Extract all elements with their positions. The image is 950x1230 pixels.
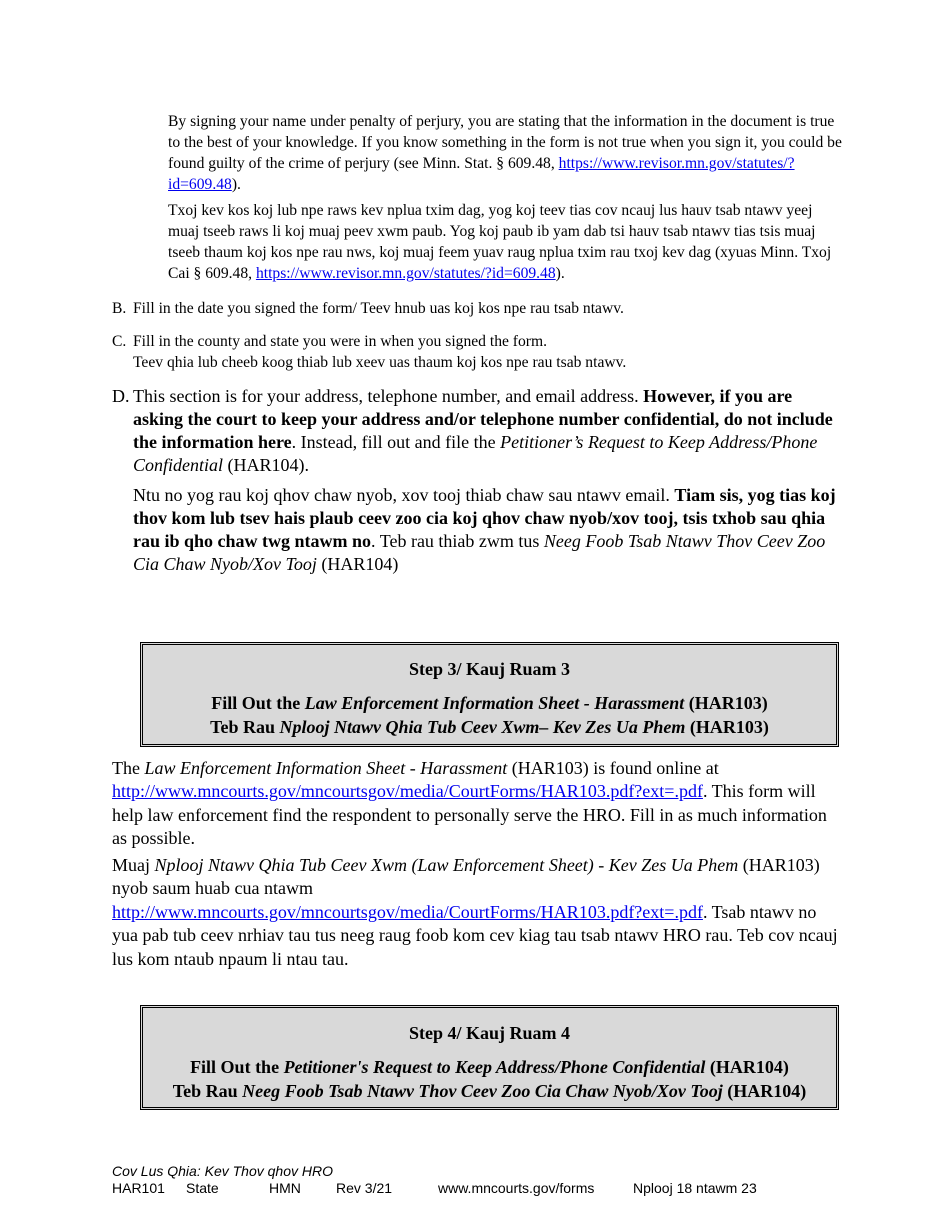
step4-box	[140, 1005, 839, 1110]
footer-website: www.mncourts.gov/forms	[438, 1180, 595, 1196]
instruction-item-c: C. Fill in the county and state you were in when you signed the form. Teev qhia lub cheeb koog thiab lub xeev uas thaum koj kos npe rau tsab ntawv.	[112, 333, 627, 371]
footer-revision: Rev 3/21	[336, 1180, 393, 1196]
page-footer	[112, 1163, 812, 1203]
step4-line-hmn: Teb Rau Neeg Foob Tsab Ntawv Thov Ceev Zoo Cia Chaw Nyob/Xov Tooj (HAR104)	[172, 1081, 807, 1101]
item-label: D.	[112, 386, 130, 406]
step3-box	[140, 642, 839, 747]
step3-body-hmn: Muaj Nplooj Ntawv Qhia Tub Ceev Xwm (Law Enforcement Sheet) - Kev Zes Ua Phem (HAR103) nyob saum huab cua ntawm http://www.mncourts.gov/mncourtsgov/media/CourtForms/HAR103.pdf?ext=.pdf. Tsab ntawv no yua pab tub ceev nrhiav tau tus neeg raug foob kom cev kiag tau tsab ntawv HRO rau. Teb cov ncauj lus kom ntaub npaum li ntau tau.	[112, 855, 838, 969]
revisor-link-hmn[interactable]: https://www.revisor.mn.gov/statutes/?id=609.48	[255, 265, 556, 282]
step3-line-hmn: Teb Rau Nplooj Ntawv Qhia Tub Ceev Xwm– Kev Zes Ua Phem (HAR103)	[210, 717, 769, 737]
item-d-en: This section is for your address, telephone number, and email address. However, if you are asking the court to keep your address and/or telephone number confidential, do not include the information here. Instead, fill out and file the Petitioner’s Request to Keep Address/Phone Confidential (HAR104).	[133, 386, 833, 475]
step3-body-en: The Law Enforcement Information Sheet - Harassment (HAR103) is found online at http://www.mncourts.gov/mncourtsgov/media/CourtForms/HAR103.pdf?ext=.pdf. This form will help law enforcement find the respondent to personally serve the HRO. Fill in as much information as possible.	[112, 758, 827, 849]
footer-language: HMN	[269, 1180, 301, 1196]
instruction-item-b: B. Fill in the date you signed the form/ Teev hnub uas koj kos npe rau tsab ntawv.	[112, 300, 624, 317]
step4-title: Step 4/ Kauj Ruam 4	[408, 1023, 570, 1043]
har103-link-en[interactable]: http://www.mncourts.gov/mncourtsgov/media/CourtForms/HAR103.pdf?ext=.pdf	[112, 781, 703, 802]
footer-state: State	[186, 1180, 219, 1196]
footer-form-code: HAR101	[112, 1180, 165, 1196]
step3-line-en: Fill Out the Law Enforcement Information Sheet - Harassment (HAR103)	[211, 693, 768, 713]
item-d-hmn: Ntu no yog rau koj qhov chaw nyob, xov tooj thiab chaw sau ntawv email. Tiam sis, yog tias koj thov kom lub tsev hais plaub ceev zoo cia koj qhov chaw nyob/xov tooj, tsis txhob sau qhia rau ib qho chaw twg ntawm no. Teb rau thiab zwm tus Neeg Foob Tsab Ntawv Thov Ceev Zoo Cia Chaw Nyob/Xov Tooj (HAR104)	[133, 485, 836, 574]
step3-title: Step 3/ Kauj Ruam 3	[408, 659, 570, 679]
perjury-paragraph-en: By signing your name under penalty of perjury, you are stating that the information in the document is true to the best of your knowledge. If you know something in the form is not true when you sign it, you could be found guilty of the crime of perjury (see Minn. Stat. § 609.48, https://www.revisor.mn.gov/statutes/?id=609.48).	[168, 113, 842, 193]
perjury-paragraph-hmn: Txoj kev kos koj lub npe raws kev nplua txim dag, yog koj teev tias cov ncauj lus hauv tsab ntawv yeej muaj tseeb raws li koj muaj peev xwm paub. Yog koj paub ib yam dab tsi hauv tsab ntawv tias tsis muaj tseeb thaum koj kos npe rau nws, koj muaj feem yuav raug nplua txim rau txoj kev dag (xyuas Minn. Txoj Cai § 609.48, https://www.revisor.mn.gov/statutes/?id=609.48).	[168, 202, 832, 282]
step4-line-en: Fill Out the Petitioner's Request to Keep Address/Phone Confidential (HAR104)	[190, 1057, 789, 1077]
item-label: B.	[112, 300, 127, 317]
revisor-link-en[interactable]: https://www.revisor.mn.gov/statutes/?id=609.48	[168, 155, 795, 193]
footer-title: Cov Lus Qhia: Kev Thov qhov HRO	[112, 1163, 333, 1179]
instruction-item-d	[112, 385, 842, 576]
item-label: C.	[112, 333, 127, 350]
har103-link-hmn[interactable]: http://www.mncourts.gov/mncourtsgov/media/CourtForms/HAR103.pdf?ext=.pdf	[112, 901, 703, 922]
footer-page-number: Nplooj 18 ntawm 23	[633, 1180, 757, 1196]
